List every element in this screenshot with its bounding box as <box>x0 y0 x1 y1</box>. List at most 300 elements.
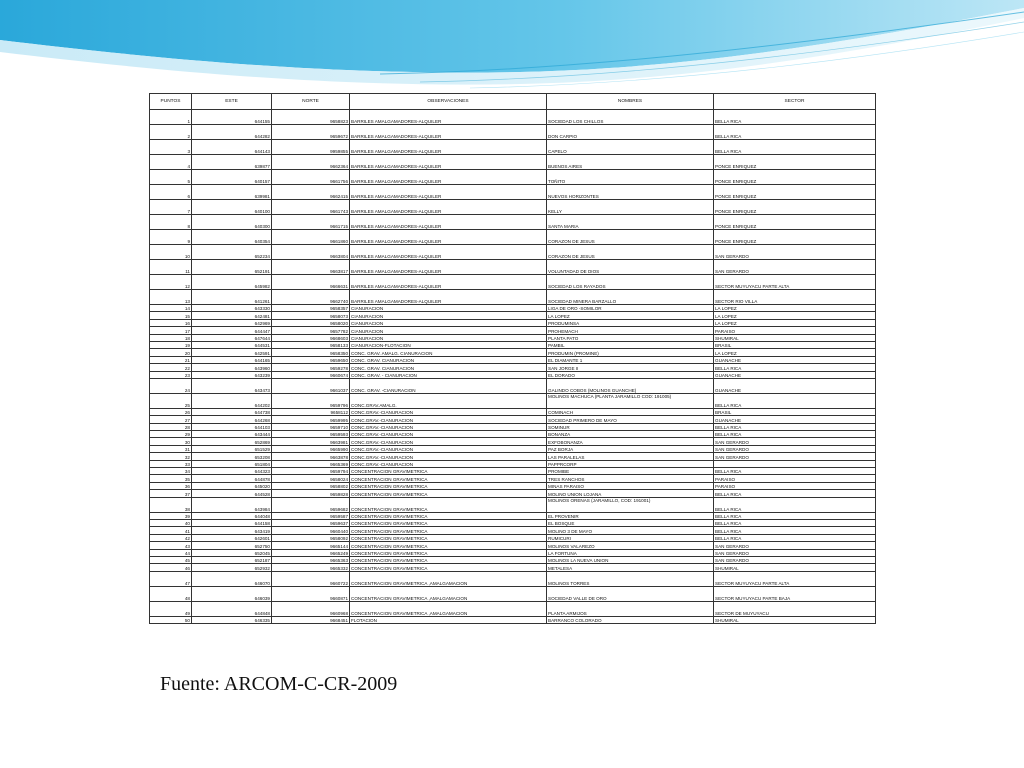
cell-este: 643419 <box>192 527 272 534</box>
cell-sector: PONCE ENRIQUEZ <box>714 185 876 200</box>
cell-puntos: 12 <box>150 275 192 290</box>
cell-este: 646070 <box>192 571 272 586</box>
cell-este: 640300 <box>192 215 272 230</box>
table-row <box>150 542 876 549</box>
table-row <box>150 527 876 534</box>
cell-este: 644447 <box>192 327 272 334</box>
cell-observaciones: CONC.GRAV.-CIANURACION <box>350 438 547 445</box>
source-caption: Fuente: ARCOM-C-CR-2009 <box>160 673 398 695</box>
cell-nombres: METALESA <box>547 564 714 571</box>
header-observaciones: OBSERVACIONES <box>350 94 547 110</box>
table-row <box>150 482 876 489</box>
cell-norte: 9662415 <box>272 185 350 200</box>
table-row <box>150 453 876 460</box>
cell-puntos: 13 <box>150 290 192 305</box>
cell-puntos: 10 <box>150 245 192 260</box>
cell-observaciones: BARRILES AMALGAMADORES-ALQUILER <box>350 155 547 170</box>
cell-nombres: DON CARPIO <box>547 125 714 140</box>
cell-norte: 9668451 <box>272 616 350 623</box>
cell-observaciones: CIANURACION <box>350 334 547 341</box>
cell-este: 644323 <box>192 468 272 475</box>
cell-este: 643239 <box>192 371 272 378</box>
cell-puntos: 48 <box>150 586 192 601</box>
cell-nombres: BUENOS AIRES <box>547 155 714 170</box>
table-row <box>150 349 876 356</box>
cell-este: 644048 <box>192 512 272 519</box>
cell-norte: 9658133 <box>272 341 350 348</box>
cell-nombres: TRES RANCHOS <box>547 475 714 482</box>
cell-sector: SECTOR MUYUYACU PARTE ALTA <box>714 275 876 290</box>
table-row <box>150 512 876 519</box>
cell-nombres: MOLINO UNION LOJANA <box>547 490 714 497</box>
cell-norte: 9659710 <box>272 423 350 430</box>
cell-puntos: 18 <box>150 334 192 341</box>
cell-nombres: MINAS PARAISO <box>547 482 714 489</box>
table-row <box>150 275 876 290</box>
cell-nombres: EL DORADO <box>547 371 714 378</box>
cell-sector: BELLA RICA <box>714 512 876 519</box>
cell-nombres: LAS PARALELAS <box>547 453 714 460</box>
cell-puntos: 1 <box>150 110 192 125</box>
cell-observaciones: BARRILES AMALGAMADORES-ALQUILER <box>350 215 547 230</box>
cell-nombres: LA FORTUNA <box>547 549 714 556</box>
cell-este: 644531 <box>192 341 272 348</box>
cell-puntos: 23 <box>150 371 192 378</box>
cell-norte: 9660722 <box>272 571 350 586</box>
cell-puntos: 19 <box>150 341 192 348</box>
cell-sector: SAN GERARDO <box>714 556 876 563</box>
cell-sector: PONCE ENRIQUEZ <box>714 200 876 215</box>
cell-este: 644155 <box>192 110 272 125</box>
cell-este: 644268 <box>192 416 272 423</box>
cell-observaciones: CONCENTRACION GRAVIMETRICA ,AMALGAMACION <box>350 571 547 586</box>
cell-norte: 9659794 <box>272 468 350 475</box>
table-row <box>150 549 876 556</box>
cell-sector: SAN GERARDO <box>714 260 876 275</box>
cell-puntos: 26 <box>150 408 192 415</box>
cell-sector: LA LOPEZ <box>714 349 876 356</box>
cell-nombres: PAZ BORJA <box>547 445 714 452</box>
cell-observaciones: CONC.GRAV.-CIANURACION <box>350 423 547 430</box>
cell-sector: BELLA RICA <box>714 527 876 534</box>
cell-nombres: VOLUNTADAD DE DIOS <box>547 260 714 275</box>
cell-observaciones: CONC.GRAV.-CIANURACION <box>350 445 547 452</box>
cell-sector: BELLA RICA <box>714 393 876 408</box>
cell-sector: SAN GERARDO <box>714 542 876 549</box>
cell-puntos: 30 <box>150 438 192 445</box>
table-body <box>150 110 876 624</box>
cell-norte: 9663878 <box>272 453 350 460</box>
cell-puntos: 34 <box>150 468 192 475</box>
cell-observaciones: BARRILES AMALGAMADORES-ALQUILER <box>350 245 547 260</box>
cell-observaciones: CONC. GRAV. CIANURACION <box>350 356 547 363</box>
cell-sector: SECTOR MUYUYACU PARTE ALTA <box>714 571 876 586</box>
cell-este: 652234 <box>192 245 272 260</box>
cell-este: 652045 <box>192 549 272 556</box>
cell-observaciones: BARRILES AMALGAMADORES-ALQUILER <box>350 170 547 185</box>
cell-puntos: 6 <box>150 185 192 200</box>
cell-norte: 9662364 <box>272 155 350 170</box>
cell-norte: 9659682 <box>272 497 350 512</box>
cell-observaciones: CIANURACION <box>350 327 547 334</box>
cell-nombres: COMINACH <box>547 408 714 415</box>
table-row <box>150 185 876 200</box>
table-row <box>150 327 876 334</box>
cell-sector: SHUMIRAL <box>714 616 876 623</box>
cell-puntos: 31 <box>150 445 192 452</box>
cell-este: 644165 <box>192 356 272 363</box>
cell-nombres: PRODUMINSA <box>547 319 714 326</box>
cell-sector: SAN GERARDO <box>714 438 876 445</box>
cell-sector: BELLA RICA <box>714 140 876 155</box>
cell-este: 652187 <box>192 556 272 563</box>
cell-este: 643473 <box>192 378 272 393</box>
cell-puntos: 50 <box>150 616 192 623</box>
table-row <box>150 519 876 526</box>
cell-sector: BRASIL <box>714 408 876 415</box>
cell-observaciones: BARRILES AMALGAMADORES-ALQUILER <box>350 230 547 245</box>
cell-nombres: TOÑITO <box>547 170 714 185</box>
cell-sector: PONCE ENRIQUEZ <box>714 170 876 185</box>
table-row <box>150 364 876 371</box>
table-row <box>150 305 876 312</box>
cell-observaciones: CONCENTRACION GRAVIMETRICA <box>350 490 547 497</box>
cell-este: 652869 <box>192 438 272 445</box>
table-row <box>150 423 876 430</box>
cell-sector: SHUMIRAL <box>714 564 876 571</box>
cell-este: 644158 <box>192 519 272 526</box>
cell-sector: PONCE ENRIQUEZ <box>714 230 876 245</box>
cell-norte: 9659650 <box>272 356 350 363</box>
cell-nombres: PROMIBE <box>547 468 714 475</box>
header-nombres: NOMBRES <box>547 94 714 110</box>
cell-puntos: 35 <box>150 475 192 482</box>
cell-observaciones: CONCENTRACION GRAVIMETRICA ,AMALGAMACION <box>350 586 547 601</box>
cell-observaciones: BARRILES AMALGAMADORES-ALQUILER <box>350 275 547 290</box>
cell-sector: BELLA RICA <box>714 468 876 475</box>
table-row <box>150 431 876 438</box>
cell-puntos: 47 <box>150 571 192 586</box>
cell-nombres: PROHEMACH <box>547 327 714 334</box>
cell-observaciones: CONC.GRAV.-CIANURACION <box>350 416 547 423</box>
table-row <box>150 586 876 601</box>
cell-este: 651529 <box>192 445 272 452</box>
cell-sector: BELLA RICA <box>714 534 876 541</box>
cell-este: 644103 <box>192 423 272 430</box>
cell-puntos: 4 <box>150 155 192 170</box>
cell-sector: GUANACHE <box>714 371 876 378</box>
table-row <box>150 245 876 260</box>
cell-puntos: 16 <box>150 319 192 326</box>
cell-nombres: SOCIEDAD VALLE DE ORO <box>547 586 714 601</box>
cell-observaciones: BARRILES AMALGAMADORES-ALQUILER <box>350 140 547 155</box>
cell-observaciones: CONCENTRACION GRAVIMETRICA <box>350 564 547 571</box>
cell-norte: 9663981 <box>272 438 350 445</box>
cell-nombres: EL BOSQUE <box>547 519 714 526</box>
cell-nombres: SOCIEDAD LOS RAYADOS <box>547 275 714 290</box>
cell-observaciones: CONCENTRACION GRAVIMETRICA <box>350 519 547 526</box>
cell-nombres: CORAZON DE JESUS <box>547 245 714 260</box>
cell-puntos: 7 <box>150 200 192 215</box>
cell-observaciones: CONC. GRAV. AMALG. CIANURACION <box>350 349 547 356</box>
cell-observaciones: BARRILES AMALGAMADORES-ALQUILER <box>350 260 547 275</box>
cell-puntos: 15 <box>150 312 192 319</box>
table-row <box>150 200 876 215</box>
cell-puntos: 44 <box>150 549 192 556</box>
cell-norte: 9665332 <box>272 564 350 571</box>
cell-este: 647644 <box>192 334 272 341</box>
cell-observaciones: CONCENTRACION GRAVIMETRICA ,AMALGAMACION <box>350 601 547 616</box>
cell-sector: LA LOPEZ <box>714 305 876 312</box>
cell-nombres: BONANZA <box>547 431 714 438</box>
cell-puntos: 20 <box>150 349 192 356</box>
header-norte: NORTE <box>272 94 350 110</box>
cell-sector: GUANACHE <box>714 356 876 363</box>
cell-este: 645982 <box>192 275 272 290</box>
cell-norte: 9661715 <box>272 215 350 230</box>
cell-este: 646039 <box>192 586 272 601</box>
cell-observaciones: CONC. GRAV. CIANURACION <box>350 364 547 371</box>
cell-este: 653208 <box>192 453 272 460</box>
cell-puntos: 32 <box>150 453 192 460</box>
cell-norte: 9665369 <box>272 460 350 467</box>
cell-sector: BELLA RICA <box>714 110 876 125</box>
cell-este: 644282 <box>192 125 272 140</box>
cell-observaciones: CIANURACION <box>350 319 547 326</box>
cell-observaciones: CONC.GRAV.-CIANURACION <box>350 460 547 467</box>
cell-sector: SAN GERARDO <box>714 453 876 460</box>
cell-puntos: 41 <box>150 527 192 534</box>
cell-norte: 9657782 <box>272 327 350 334</box>
cell-norte: 9665363 <box>272 556 350 563</box>
cell-nombres: MOLINOS TORRES <box>547 571 714 586</box>
cell-nombres: CORAZON DE JESUS <box>547 230 714 245</box>
cell-sector: SHUMIRAL <box>714 334 876 341</box>
table-row <box>150 497 876 512</box>
cell-puntos: 49 <box>150 601 192 616</box>
cell-observaciones: BARRILES AMALGAMADORES-ALQUILER <box>350 200 547 215</box>
cell-nombres: NUEVOS HORIZONTES <box>547 185 714 200</box>
cell-puntos: 2 <box>150 125 192 140</box>
table-row <box>150 416 876 423</box>
cell-norte: 9661756 <box>272 170 350 185</box>
cell-sector: SAN GERARDO <box>714 445 876 452</box>
table-row <box>150 125 876 140</box>
cell-nombres: EL DIAMANTE 1 <box>547 356 714 363</box>
cell-sector: PARAISO <box>714 475 876 482</box>
cell-este: 643444 <box>192 431 272 438</box>
cell-observaciones: CONCENTRACION GRAVIMETRICA <box>350 534 547 541</box>
cell-este: 643330 <box>192 305 272 312</box>
cell-este: 644848 <box>192 601 272 616</box>
header-wave-decoration <box>0 0 1024 100</box>
cell-puntos: 39 <box>150 512 192 519</box>
cell-nombres: SAN JORGE II <box>547 364 714 371</box>
cell-este: 641261 <box>192 290 272 305</box>
cell-sector: LA LOPEZ <box>714 312 876 319</box>
header-puntos: PUNTOS <box>150 94 192 110</box>
cell-observaciones: BARRILES AMALGAMADORES-ALQUILER <box>350 290 547 305</box>
cell-norte: 9659672 <box>272 125 350 140</box>
cell-observaciones: BARRILES AMALGAMADORES-ALQUILER <box>350 125 547 140</box>
table-row <box>150 170 876 185</box>
cell-sector: BELLA RICA <box>714 364 876 371</box>
cell-norte: 9658073 <box>272 312 350 319</box>
cell-este: 644202 <box>192 393 272 408</box>
cell-observaciones: CONCENTRACION GRAVIMETRICA <box>350 468 547 475</box>
cell-observaciones: CONCENTRACION GRAVIMETRICA <box>350 512 547 519</box>
table-row <box>150 601 876 616</box>
cell-observaciones: CONCENTRACION GRAVIMETRICA <box>350 549 547 556</box>
table-row <box>150 490 876 497</box>
cell-norte: 9659587 <box>272 512 350 519</box>
cell-sector: SECTOR MUYUYACU PARTE BAJA <box>714 586 876 601</box>
cell-observaciones: CONCENTRACION GRAVIMETRICA <box>350 475 547 482</box>
cell-norte: 9666631 <box>272 275 350 290</box>
cell-sector: PARAISO <box>714 327 876 334</box>
cell-norte: 9663817 <box>272 260 350 275</box>
cell-nombres: PRODUMIN (PROMINE) <box>547 349 714 356</box>
table-row <box>150 460 876 467</box>
cell-observaciones: CONC. GRAV. - CIANURACION <box>350 371 547 378</box>
table-row <box>150 556 876 563</box>
cell-este: 652191 <box>192 260 272 275</box>
cell-norte: 9659278 <box>272 364 350 371</box>
cell-observaciones: CONCENTRACION GRAVIMETRICA <box>350 542 547 549</box>
table-row <box>150 356 876 363</box>
cell-este: 642481 <box>192 312 272 319</box>
cell-este: 644738 <box>192 408 272 415</box>
cell-observaciones: BARRILES AMALGAMADORES-ALQUILER <box>350 185 547 200</box>
cell-puntos: 11 <box>150 260 192 275</box>
cell-nombres: MOLINOS VALAREZO <box>547 542 714 549</box>
cell-puntos: 36 <box>150 482 192 489</box>
table-row <box>150 616 876 623</box>
cell-norte: 9660871 <box>272 586 350 601</box>
cell-nombres: EL PROVENIR <box>547 512 714 519</box>
cell-nombres: MOLINOS ORENAS (JARAMILLO, COD: 191001) <box>547 497 714 512</box>
table-row <box>150 319 876 326</box>
cell-nombres: SANTA MARIA <box>547 215 714 230</box>
cell-nombres: GALINDO COBOS (MOLINOS GUANCHE) <box>547 378 714 393</box>
cell-nombres: PAPPRCORP <box>547 460 714 467</box>
cell-norte: 9658823 <box>272 110 350 125</box>
cell-norte: 9658112 <box>272 408 350 415</box>
cell-observaciones: CIANURACION <box>350 312 547 319</box>
cell-puntos: 25 <box>150 393 192 408</box>
cell-nombres: KELLY <box>547 200 714 215</box>
cell-puntos: 22 <box>150 364 192 371</box>
cell-observaciones: CONC. GRAV. -CIANURACION <box>350 378 547 393</box>
table-row <box>150 534 876 541</box>
cell-este: 646335 <box>192 616 272 623</box>
cell-observaciones: CONC.GRAV.-CIANURACION <box>350 431 547 438</box>
cell-nombres: PLANTA ARMIJOS <box>547 601 714 616</box>
table-row <box>150 475 876 482</box>
cell-nombres: MOLINO 3 DE MAYO <box>547 527 714 534</box>
cell-este: 643984 <box>192 497 272 512</box>
cell-norte: 9665249 <box>272 549 350 556</box>
cell-observaciones: CIANURACION <box>350 305 547 312</box>
cell-puntos: 42 <box>150 534 192 541</box>
cell-nombres: PAMBIL <box>547 341 714 348</box>
cell-este: 640354 <box>192 230 272 245</box>
cell-observaciones: CONC.GRAV.-CIANURACION <box>350 408 547 415</box>
cell-nombres: MOLINOS LA NUEVA UNION <box>547 556 714 563</box>
table-row <box>150 230 876 245</box>
cell-nombres: MOLINOS MACHUCA (PLANTA JARAMILLO COD: 191005) <box>547 393 714 408</box>
cell-nombres: SOCIEDAD PRIMERO DE MAYO <box>547 416 714 423</box>
cell-este: 644878 <box>192 475 272 482</box>
cell-sector: BELLA RICA <box>714 497 876 512</box>
cell-norte: 9658357 <box>272 305 350 312</box>
cell-nombres: SOCIEDAD LOS CHILLOS <box>547 110 714 125</box>
cell-puntos: 24 <box>150 378 192 393</box>
cell-norte: 9661037 <box>272 378 350 393</box>
cell-nombres: LIGA DE ORO -SOMILOR <box>547 305 714 312</box>
cell-sector <box>714 460 876 467</box>
cell-nombres: CAPELO <box>547 140 714 155</box>
cell-norte: 9663804 <box>272 245 350 260</box>
cell-norte: 9658024 <box>272 475 350 482</box>
cell-puntos: 17 <box>150 327 192 334</box>
cell-nombres: PLANTA PATO <box>547 334 714 341</box>
cell-puntos: 29 <box>150 431 192 438</box>
cell-este: 640100 <box>192 200 272 215</box>
cell-observaciones: CONCENTRACION GRAVIMETRICA <box>350 482 547 489</box>
cell-sector: BELLA RICA <box>714 423 876 430</box>
cell-nombres: BARRANCO COLORADO <box>547 616 714 623</box>
cell-norte: 9959855 <box>272 140 350 155</box>
cell-nombres: RUMICURI <box>547 534 714 541</box>
cell-norte: 9658802 <box>272 482 350 489</box>
cell-sector: BELLA RICA <box>714 431 876 438</box>
table-row <box>150 571 876 586</box>
cell-puntos: 38 <box>150 497 192 512</box>
cell-norte: 9662740 <box>272 290 350 305</box>
cell-sector: PARAISO <box>714 482 876 489</box>
cell-este: 644528 <box>192 490 272 497</box>
cell-observaciones: CONC.GRAV.-CIANURACION <box>350 453 547 460</box>
table-row <box>150 371 876 378</box>
cell-sector: SECTOR RIO VILLA <box>714 290 876 305</box>
table-row <box>150 564 876 571</box>
cell-este: 640157 <box>192 170 272 185</box>
cell-este: 651804 <box>192 460 272 467</box>
table-row <box>150 260 876 275</box>
cell-sector: GUANACHE <box>714 416 876 423</box>
cell-puntos: 28 <box>150 423 192 430</box>
cell-sector: LA LOPEZ <box>714 319 876 326</box>
table-header-row <box>150 94 876 110</box>
table-row <box>150 408 876 415</box>
cell-puntos: 45 <box>150 556 192 563</box>
cell-norte: 9660674 <box>272 371 350 378</box>
cell-puntos: 40 <box>150 519 192 526</box>
cell-puntos: 33 <box>150 460 192 467</box>
cell-norte: 9659995 <box>272 416 350 423</box>
cell-sector: SAN GERARDO <box>714 549 876 556</box>
cell-norte: 9659593 <box>272 431 350 438</box>
cell-puntos: 43 <box>150 542 192 549</box>
cell-puntos: 8 <box>150 215 192 230</box>
cell-puntos: 14 <box>150 305 192 312</box>
cell-observaciones: CONCENTRACION GRAVIMETRICA <box>350 497 547 512</box>
cell-norte: 9659637 <box>272 519 350 526</box>
cell-este: 642591 <box>192 349 272 356</box>
cell-puntos: 21 <box>150 356 192 363</box>
cell-norte: 9658092 <box>272 534 350 541</box>
